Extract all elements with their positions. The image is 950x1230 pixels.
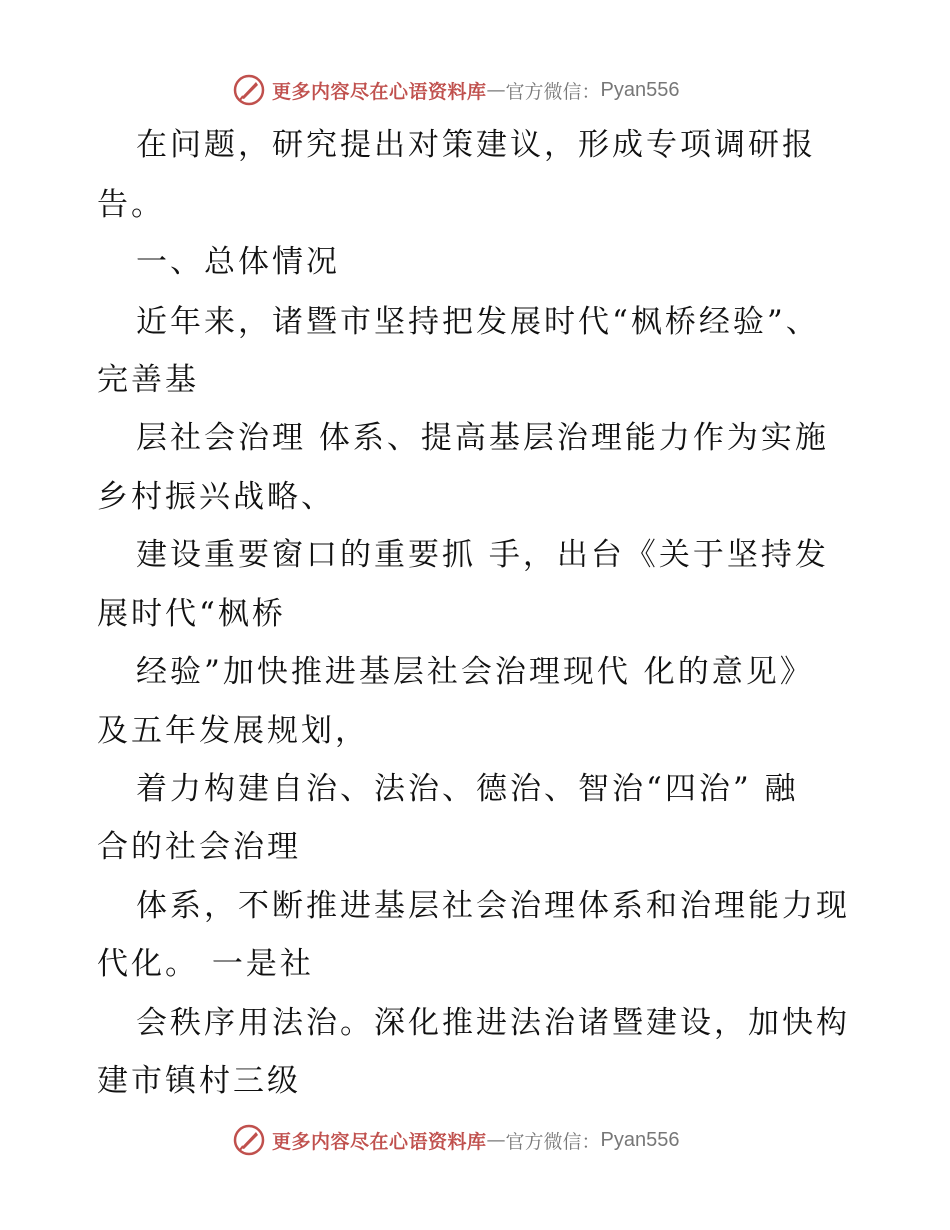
watermark-suffix: 官方微信： <box>505 80 601 103</box>
text-line: 及五年发展规划， <box>97 713 369 749</box>
text-line: 合的社会治理 <box>97 829 301 865</box>
watermark-separator: — <box>486 79 506 101</box>
text-line: 建设重要窗口的重要抓 手，出台《关于坚持发 <box>136 537 829 573</box>
text-line: 代化。 一是社 <box>97 946 314 982</box>
text-line: 层社会治理 体系、提高基层治理能力作为实施 <box>136 420 829 456</box>
text-line: 展时代“枫桥 <box>97 596 286 632</box>
header-watermark <box>232 72 680 108</box>
text-line: 乡村振兴战略、 <box>97 479 335 515</box>
text-line: 体系，不断推进基层社会治理体系和治理能力现 <box>136 888 850 924</box>
text-line: 完善基 <box>97 362 199 398</box>
text-line: 会秩序用法治。深化推进法治诸暨建设，加快构 <box>136 1005 850 1041</box>
watermark-text: 更多内容尽在心语资料库 <box>272 1130 487 1153</box>
watermark-account: Pyan556 <box>600 1128 680 1151</box>
watermark-text: 更多内容尽在心语资料库 <box>272 80 487 103</box>
text-line: 近年来，诸暨市坚持把发展时代“枫桥经验”、 <box>136 304 820 340</box>
watermark-separator: — <box>486 1129 506 1151</box>
text-line: 建市镇村三级 <box>97 1063 301 1099</box>
text-line: 在问题，研究提出对策建议，形成专项调研报 <box>136 127 816 163</box>
quill-logo-icon <box>232 1123 266 1157</box>
text-line: 告。 <box>97 187 165 223</box>
watermark-suffix: 官方微信： <box>505 1130 601 1153</box>
footer-watermark <box>232 1122 680 1158</box>
text-line: 经验”加快推进基层社会治理现代 化的意见》 <box>136 654 814 690</box>
quill-logo-icon <box>232 73 266 107</box>
watermark-account: Pyan556 <box>600 78 680 101</box>
section-heading: 一、总体情况 <box>136 244 340 280</box>
text-line: 着力构建自治、法治、德治、智治“四治” 融 <box>136 771 799 807</box>
